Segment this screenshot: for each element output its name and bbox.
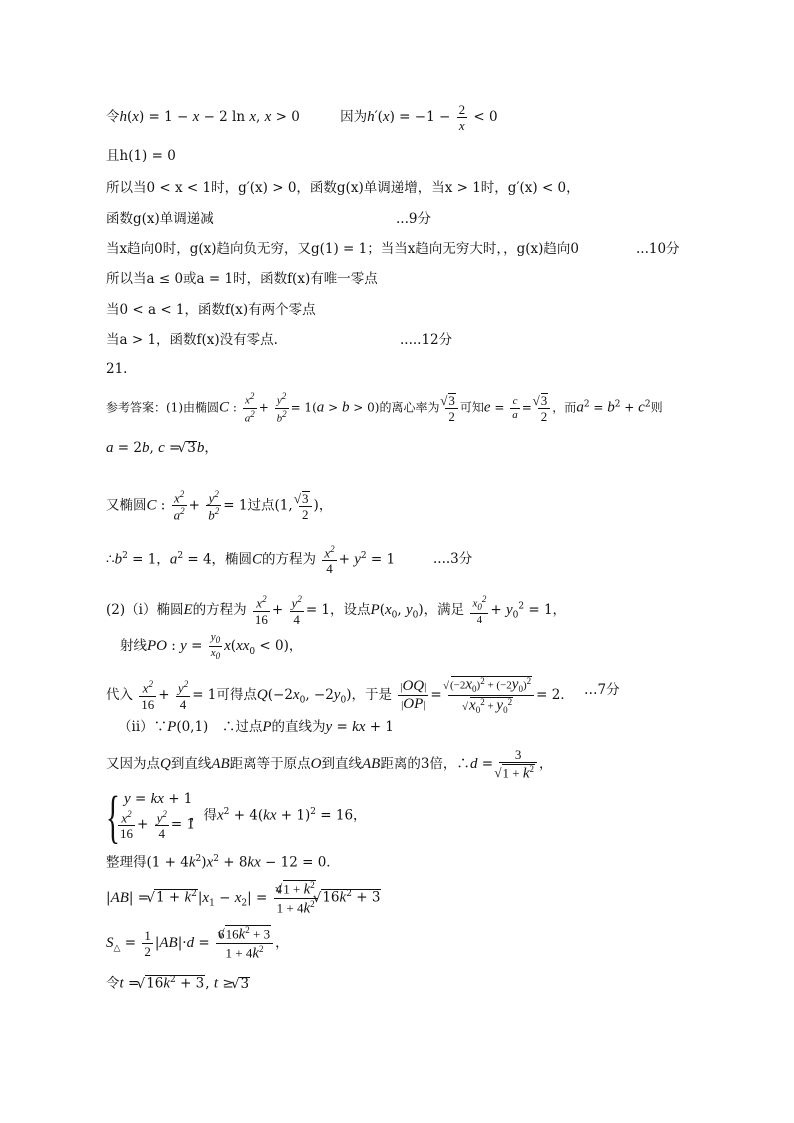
system-brace: { bbox=[106, 784, 120, 849]
text-line-quadratic: 整理得$(1 + 4k^2)x^2 + 8kx - 12 = 0$． bbox=[106, 854, 340, 871]
text-line-decreasing bbox=[106, 213, 214, 227]
text-line-substitution-t: 令t = √ $16k^2 + 3$, t ≥ √ 3 bbox=[106, 975, 250, 992]
text-line-limits bbox=[106, 243, 579, 257]
text-line-two-zeros bbox=[106, 304, 316, 318]
text-two-zeros: 当0 < a < 1，函数f(x)有两个零点 bbox=[106, 302, 316, 318]
text-line-ellipse-e: (2)（i）椭圆E的方程为 $\frac{x^2}{16}$ + $\frac{y^2}{4}$ = 1，设点$P(x_0$, $y_0$)，满足 $\frac{x_0^2}{4}$ + $y_0^2 = 1$， bbox=[106, 594, 567, 627]
system-eq-1: y = kx + 1 bbox=[124, 791, 193, 807]
text-line-h-def: 令h(x) = 1 − x − 2 ln x, x > 0 因为h′(x) = −1 − $\frac{2}{x}$ < 0 bbox=[106, 102, 498, 133]
text-limits: 当x趋向0时，g(x)趋向负无穷，又g(1) = 1；当当x趋向无穷大时，，g(x)趋向0 bbox=[106, 241, 579, 257]
text-decreasing: 函数g(x)单调递减 bbox=[106, 211, 214, 227]
text-line-no-zero bbox=[106, 334, 278, 348]
text-line-unique-zero bbox=[106, 273, 378, 287]
text-line-ray-po: 射线PO : y = $\frac{y_0}{x_0}$ $x(xx_0 < 0)$， bbox=[120, 631, 303, 662]
question-number: 21. bbox=[106, 361, 128, 377]
system-eq-2: $\frac{x^2}{16}$ + $\frac{y^2}{4}$ = 1 bbox=[120, 809, 196, 842]
text-line-ab-length: |AB| = √ $1 + k^2|x_1 - x_2|$ = $\frac{4√ 1 + k^2}{1 + 4k^2}$ √ $16k^2 + 3$ bbox=[106, 880, 381, 917]
text-line-eccentricity: 参考答案：(1)由椭圆C : $\frac{x^2}{a^2}$ + $\frac{y^2}{b^2}$ = 1(a > b > 0)的离心率为 √ $\frac{3}{2}$ 可知e = $\frac{c}{a}$ = √ $\frac{3}{2}$ ，而$a^2 = b^2 + c^2$则 bbox=[106, 392, 663, 424]
text-line-line-through-p: （ii）∵P(0,1) ∴过点P的直线为y = kx + 1 bbox=[118, 719, 394, 735]
text-line-distance: 又因为点Q到直线AB距离等于原点O到直线AB距离的3倍，∴d = 3 √ $1 + k^2$ ， bbox=[106, 748, 553, 781]
score-3: ....3分 bbox=[433, 551, 473, 567]
text-h1: 且h(1) = 0 bbox=[106, 148, 176, 164]
score-9: ...9分 bbox=[396, 211, 431, 227]
text-line-substitute: 代入 $\frac{x^2}{16}$ + $\frac{y^2}{4}$ = 1可得点$Q(-2x_0$, $-2y_0$)，于是 $\frac{|OQ|}{|OP|}$ = √ $(-2x_0)^2 + (-2y_0)^2$ √ $x_0^2 + y_0^2$ = 2． bbox=[106, 676, 574, 715]
text-line-h1 bbox=[106, 150, 176, 164]
score-12: .....12分 bbox=[400, 332, 453, 348]
text-line-monotonic bbox=[106, 182, 580, 196]
system-result: ，得$x^2 + 4(kx + 1)^2 = 16$， bbox=[190, 807, 367, 824]
text-unique-zero: 所以当a ≤ 0或a = 1时，函数f(x)有唯一零点 bbox=[106, 271, 378, 287]
text-no-zero: 当a > 1，函数f(x)没有零点. bbox=[106, 332, 278, 348]
text-line-ellipse-c: $\therefore b^2 = 1$，$a^2 = 4$，椭圆C的方程为 $\frac{x^2}{4}$ + $y^2 = 1$ bbox=[106, 544, 396, 577]
text-line-a-b-c: a = 2b, c = √ 3b， bbox=[106, 441, 218, 456]
text-line-point: 又椭圆C : $\frac{x^2}{a^2}$ + $\frac{y^2}{b^2}$ = 1过点(1, √ $\frac{3}{2}$ )， bbox=[106, 490, 332, 522]
score-7: …7分 bbox=[584, 682, 620, 698]
text-line-area: $S_\triangle$ = $\frac{1}{2}$ |AB|·d = $\frac{6√ 16k^2 + 3}{1 + 4k^2}$ ， bbox=[106, 925, 289, 962]
score-10: ...10分 bbox=[636, 241, 680, 257]
text-monotonic: 所以当0 < x < 1时，g′(x) > 0，函数g(x)单调递增，当x > 1时，g′(x) < 0， bbox=[106, 180, 580, 196]
